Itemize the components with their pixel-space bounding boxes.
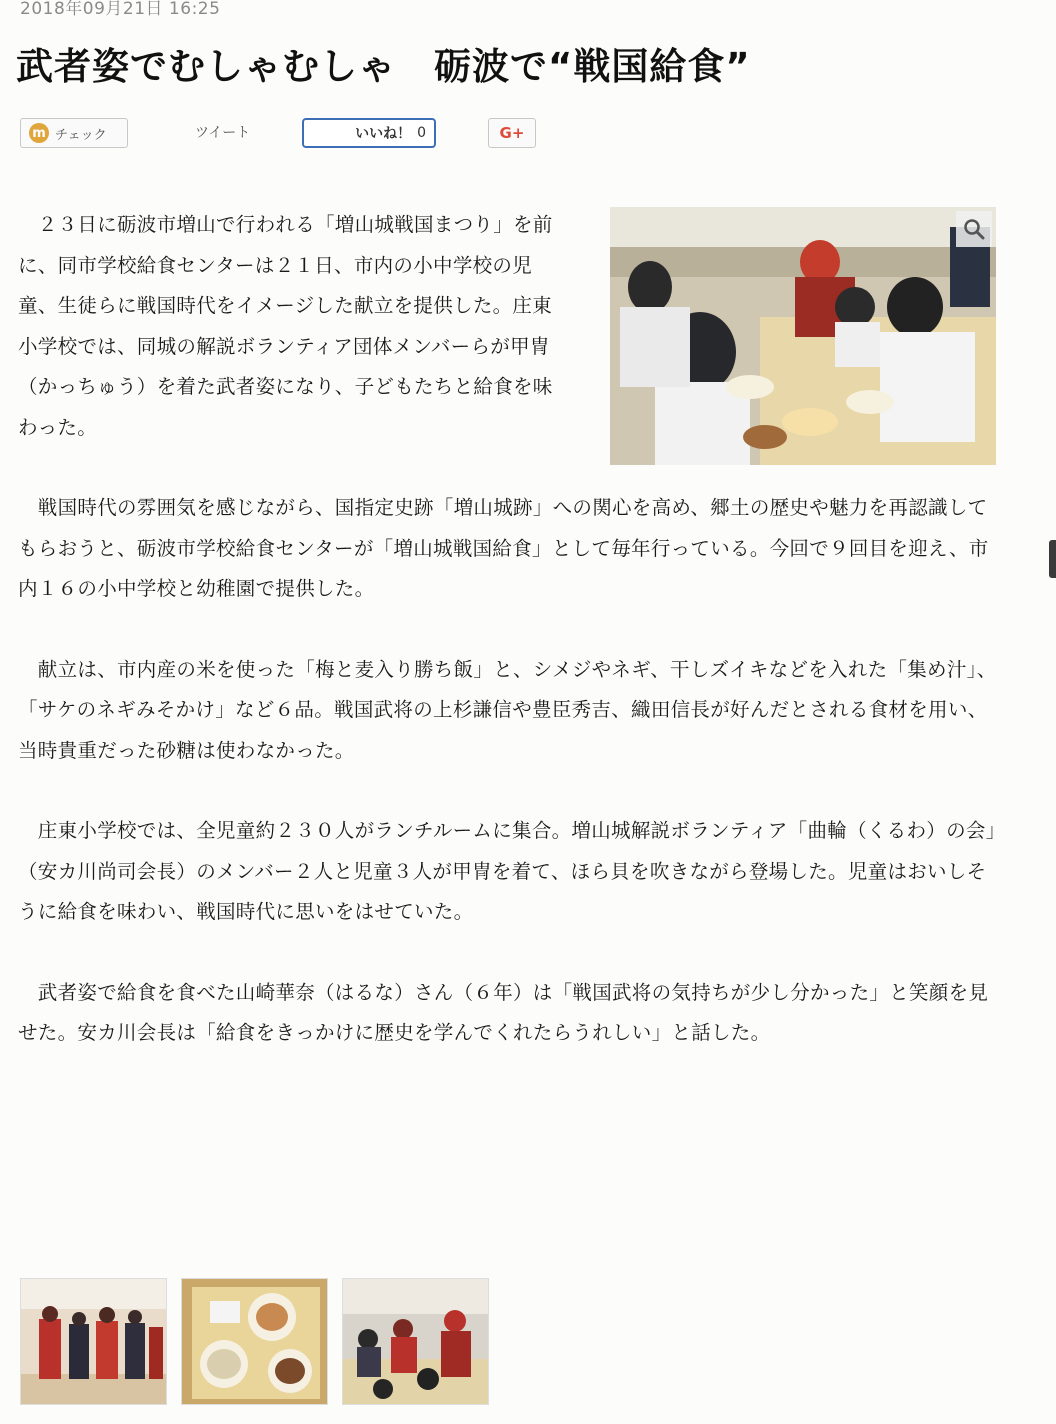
- check-button[interactable]: [20, 118, 128, 148]
- article-paragraph: 戦国時代の雰囲気を感じながら、国指定史跡「増山城跡」への関心を高め、郷土の歴史や魅力を再認識してもらおうと、砺波市学校給食センターが「増山城戦国給食」として毎年行っている。今回で９回目を迎え、市内１６の小中学校と幼稚園で提供した。: [18, 496, 989, 600]
- like-count: 0: [417, 125, 426, 141]
- mixi-check-icon: m: [29, 123, 49, 143]
- tweet-button[interactable]: ツイート: [195, 125, 251, 141]
- thumbnail-lunch-tray[interactable]: [181, 1278, 328, 1405]
- check-label: チェック: [55, 127, 107, 143]
- like-button[interactable]: [302, 118, 436, 148]
- thumbnail-warriors[interactable]: [20, 1278, 167, 1405]
- article-body: [18, 205, 1003, 1054]
- like-label: いいね！: [355, 126, 412, 142]
- google-plus-button[interactable]: G+: [488, 118, 536, 148]
- article-paragraph: 武者姿で給食を食べた山崎華奈（はるな）さん（６年）は「戦国武将の気持ちが少し分かった」と笑顔を見せた。安カ川会長は「給食をきっかけに歴史を学んでくれたらうれしい」と話した。: [18, 980, 989, 1044]
- thumbnail-gallery: [20, 1278, 489, 1405]
- scroll-handle[interactable]: [1049, 540, 1056, 578]
- warriors-photo-image: [21, 1279, 166, 1404]
- social-share-bar: [0, 116, 1056, 152]
- article-headline: 武者姿でむしゃむしゃ 砺波で“戦国給食”: [16, 45, 751, 88]
- lunchroom-crowd-photo-image: [343, 1279, 488, 1404]
- article-paragraph: ２３日に砺波市増山で行われる「増山城戦国まつり」を前に、同市学校給食センターは２１日、市内の小中学校の児童、生徒らに戦国時代をイメージした献立を提供した。庄東小学校では、同城の解説ボランティア団体メンバーらが甲冑（かっちゅう）を着た武者姿になり、子どもたちと給食を味わった。: [18, 213, 553, 439]
- lunch-tray-photo-image: [182, 1279, 327, 1404]
- article-paragraph: 献立は、市内産の米を使った「梅と麦入り勝ち飯」と、シメジやネギ、干しズイキなどを入れた「集め汁」、「サケのネギみそかけ」など６品。戦国武将の上杉謙信や豊臣秀吉、織田信長が好んだとされる食材を用い、当時貴重だった砂糖は使わなかった。: [18, 657, 997, 762]
- article-paragraph: 庄東小学校では、全児童約２３０人がランチルームに集合。増山城解説ボランティア「曲輪（くるわ）の会」（安カ川尚司会長）のメンバー２人と児童３人が甲冑を着て、ほら貝を吹きながら登場した。児童はおいしそうに給食を味わい、戦国時代に思いをはせていた。: [18, 819, 996, 923]
- article-timestamp: 2018年09月21日 16:25: [20, 0, 221, 19]
- thumbnail-lunchroom[interactable]: [342, 1278, 489, 1405]
